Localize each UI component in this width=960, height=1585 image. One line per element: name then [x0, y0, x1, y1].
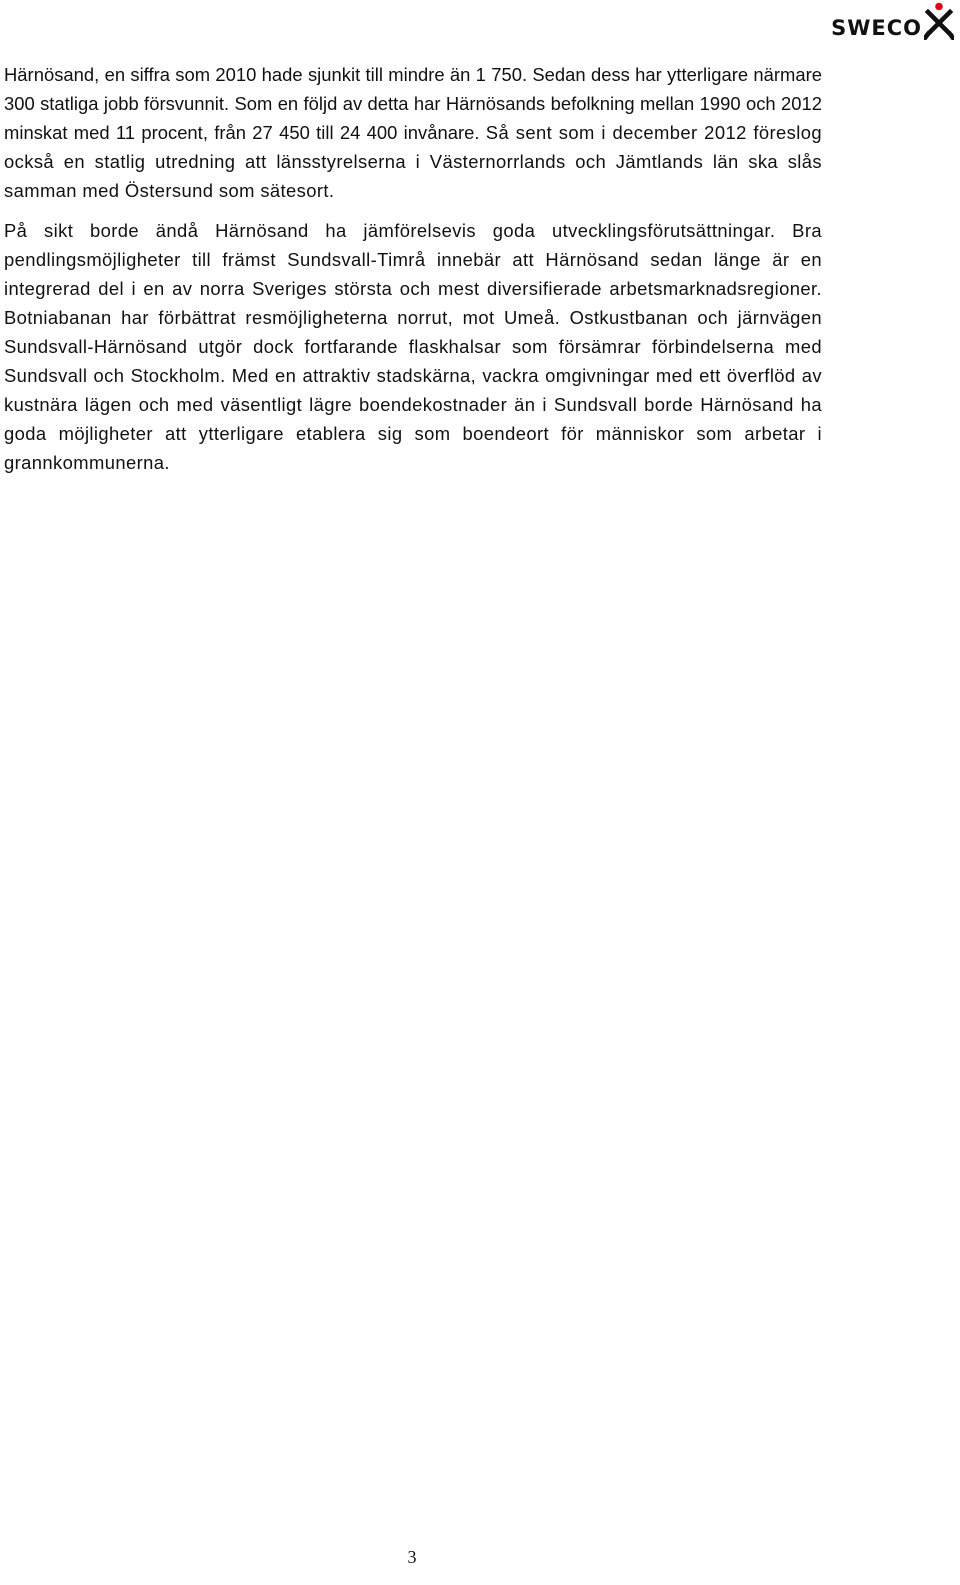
paragraph-1: [4, 60, 822, 205]
logo-figure-strokes: [925, 12, 953, 38]
paragraph-2: På sikt borde ändå Härnösand ha jämförelsevis goda utvecklingsförutsättningar. Bra pendlingsmöjligheter till främst Sundsvall-Timrå innebär att Härnösand sedan länge är en integrerad del i en av norra Sveriges största och mest diversifierade arbetsmarknadsregioner. Botniabanan har förbättrat resmöjligheterna norrut, mot Umeå. Ostkustbanan och järnvägen Sundsvall-Härnösand utgör dock fortfarande flaskhalsar som försämrar förbindelserna med Sundsvall och Stockholm. Med en attraktiv stadskärna, vackra omgivningar med ett överflöd av kustnära lägen och med väsentligt lägre boendekostnader än i Sundsvall borde Härnösand ha goda möjligheter att ytterligare etablera sig som boendeort för människor som arbetar i grannkommunerna.: [4, 220, 822, 473]
logo-wordmark: SWECO: [831, 16, 922, 40]
logo-head-dot: [935, 3, 943, 11]
page-number: 3: [407, 1547, 417, 1567]
paragraph-1-part-b: Så sent som i december 2012 föreslog också en statlig utredning att länsstyrelserna i Västernorrlands och Jämtlands län ska slås samman med Östersund som sätesort.: [4, 122, 822, 201]
body-text: [4, 60, 822, 477]
sweco-cross-figure-icon: [924, 2, 954, 40]
sweco-logo: [831, 2, 954, 40]
paragraph-1-part-a: Härnösand, en siffra som 2010 hade sjunkit till mindre än 1 750. Sedan dess har ytterligare närmare 300 statliga jobb försvunnit. Som en följd av detta har Härnösands befolkning mellan 1990 och 2012 minskat med 11 procent, från 27 450 till 24 400 invånare.: [4, 64, 822, 143]
